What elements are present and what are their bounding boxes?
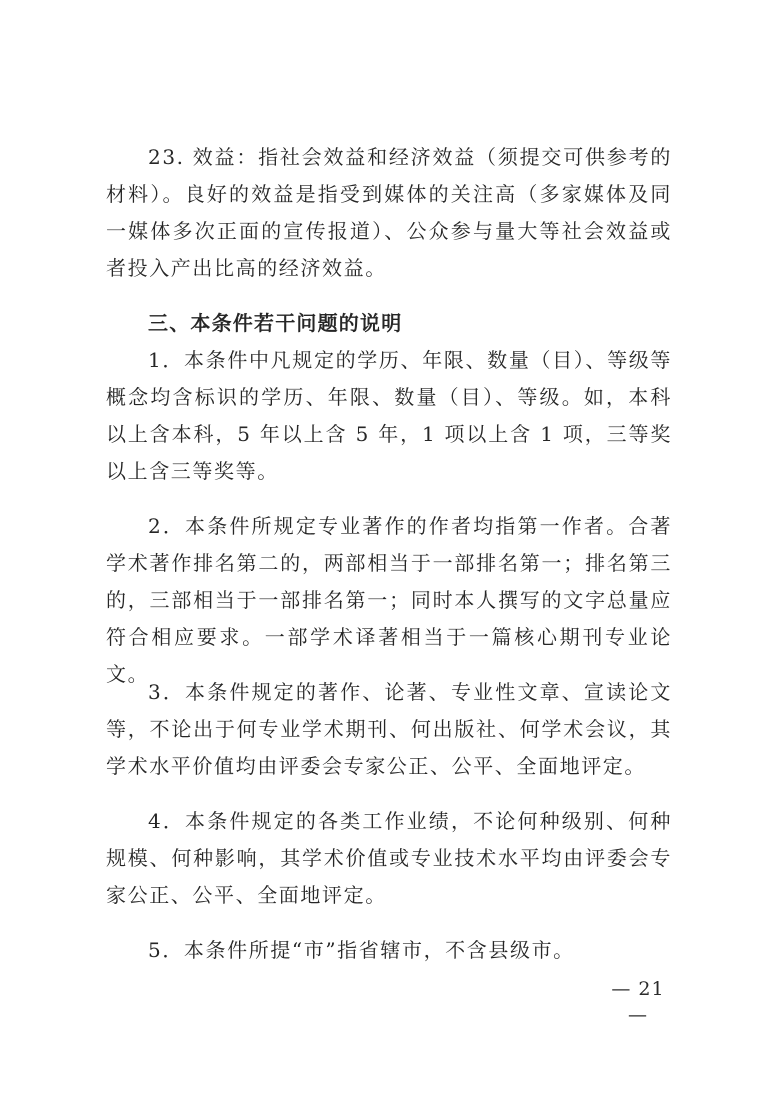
paragraph-note-4: 4．本条件规定的各类工作业绩，不论何种级别、何种规模、何种影响，其学术价值或专业技术水平均由评委会专家公正、公平、全面地评定。 — [106, 809, 672, 907]
paragraph-note-5: 5．本条件所提“市”指省辖市，不含县级市。 — [148, 938, 575, 962]
section-heading: 三、本条件若干问题的说明 — [148, 311, 403, 335]
page-number: — 21 — — [611, 978, 665, 1026]
paragraph-note-3: 3．本条件规定的著作、论著、专业性文章、宣读论文等，不论出于何专业学术期刊、何出版社、何学术会议，其学术水平价值均由评委会专家公正、公平、全面地评定。 — [106, 680, 672, 778]
paragraph-note-1: 1．本条件中凡规定的学历、年限、数量（目）、等级等概念均含标识的学历、年限、数量（目）、等级。如，本科以上含本科，5 年以上含 5 年，1 项以上含 1 项，三等奖以上含三等奖等。 — [106, 348, 672, 483]
paragraph-item-23: 23. 效益：指社会效益和经济效益（须提交可供参考的材料）。良好的效益是指受到媒体的关注高（多家媒体及同一媒体多次正面的宣传报道）、公众参与量大等社会效益或者投入产出比高的经济效益。 — [106, 145, 672, 280]
paragraph-note-2: 2．本条件所规定专业著作的作者均指第一作者。合著学术著作排名第二的，两部相当于一部排名第一；排名第三的，三部相当于一部排名第一；同时本人撰写的文字总量应符合相应要求。一部学术译著相当于一篇核心期刊专业论文。 — [106, 514, 672, 686]
